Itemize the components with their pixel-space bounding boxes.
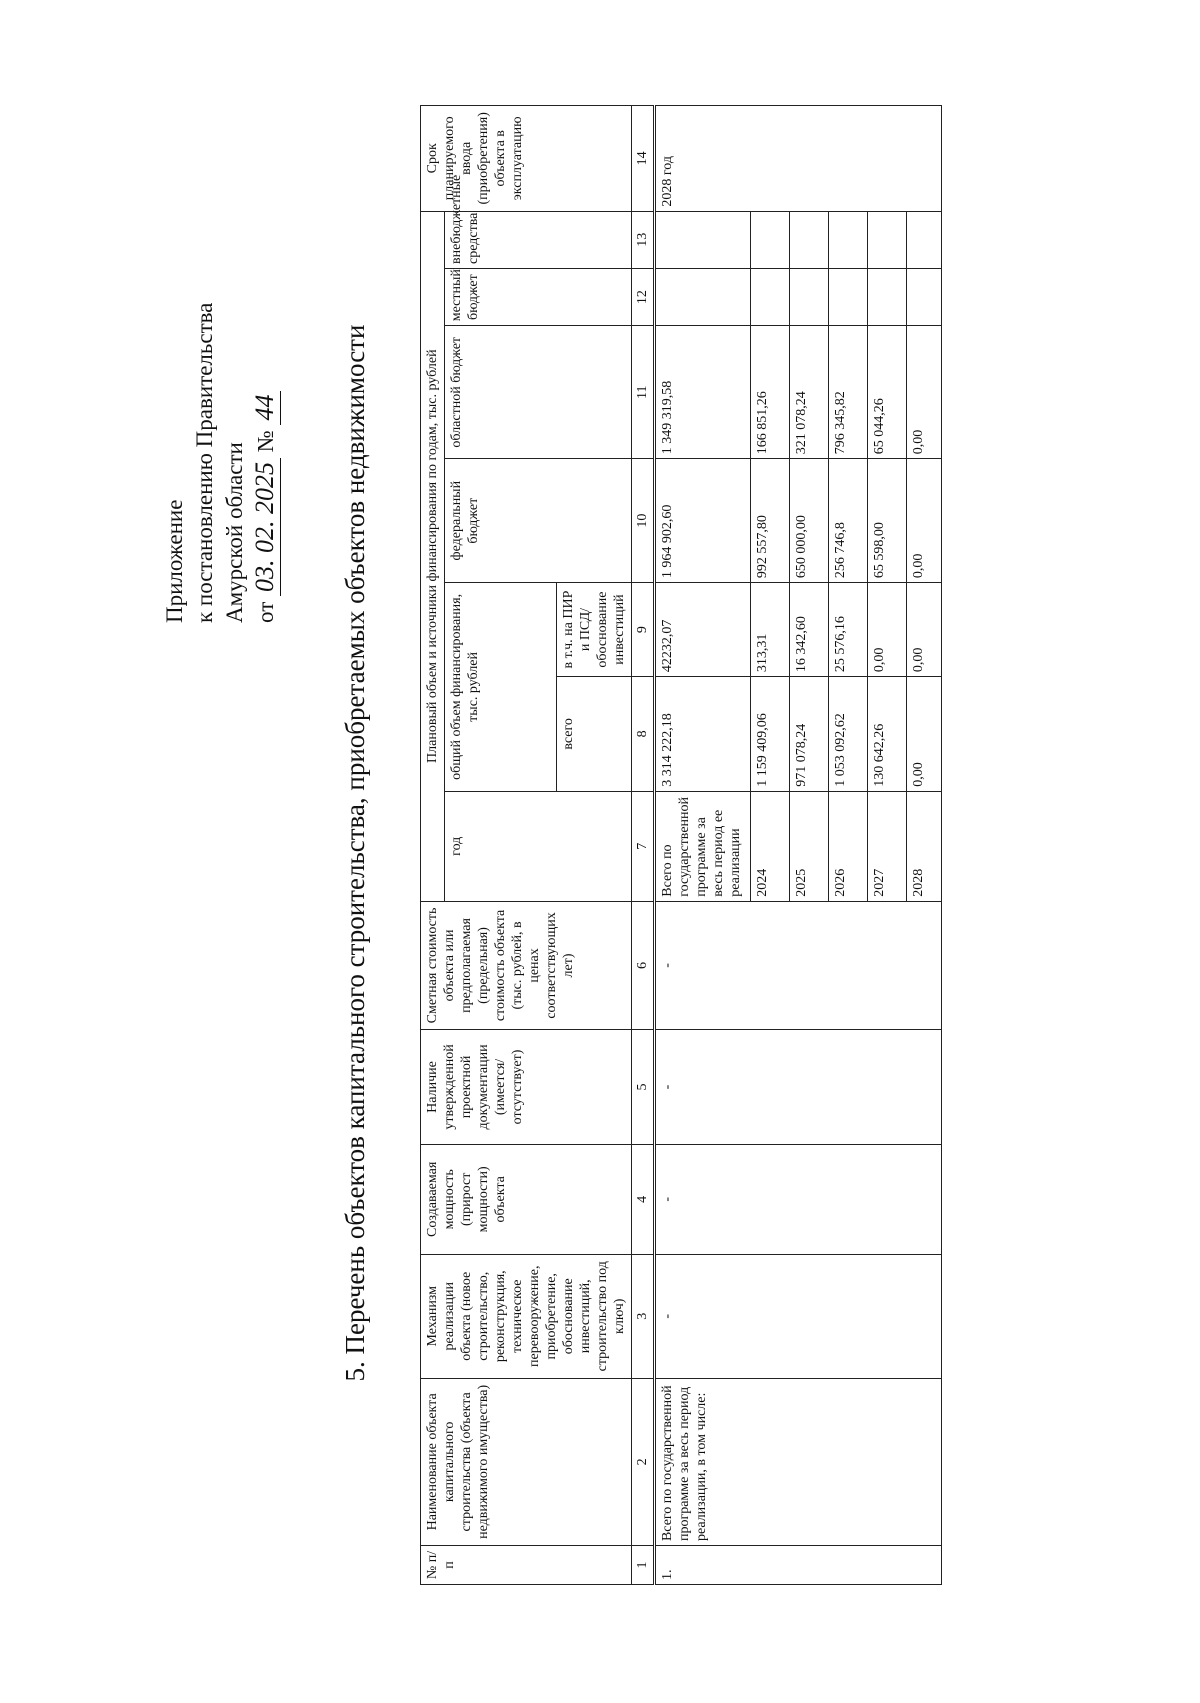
- local-cell: [829, 268, 868, 325]
- pir-cell: 16 342,60: [790, 583, 829, 677]
- regional-cell: 796 345,82: [829, 326, 868, 459]
- total-cell: 0,00: [907, 677, 942, 792]
- header-total: всего: [557, 677, 632, 792]
- column-number: 5: [632, 1030, 655, 1145]
- appendix-line-1: Приложение: [162, 499, 187, 623]
- local-cell: [751, 268, 790, 325]
- regional-cell: 0,00: [907, 326, 942, 459]
- objects-table: [420, 105, 942, 1585]
- year-cell: 2028: [907, 791, 942, 901]
- extra-cell: [751, 211, 790, 268]
- column-number: 9: [632, 583, 655, 677]
- column-number: 14: [632, 106, 655, 212]
- federal-cell: 1 964 902,60: [655, 459, 751, 583]
- extra-cell: [907, 211, 942, 268]
- row-name: Всего по государственной программе за весь период реализации, в том числе:: [655, 1378, 942, 1545]
- column-number: 2: [632, 1378, 655, 1545]
- header-year: год: [445, 791, 632, 901]
- pir-cell: 0,00: [868, 583, 907, 677]
- document-title: 5. Перечень объектов капитального строительства, приобретаемых объектов недвижимости: [340, 324, 370, 1382]
- header-pir: в т.ч. на ПИР и ПСД/ обоснование инвестиций: [557, 583, 632, 677]
- year-cell: 2027: [868, 791, 907, 901]
- federal-cell: 992 557,80: [751, 459, 790, 583]
- appendix-line-2: к постановлению Правительства: [192, 302, 217, 623]
- header-federal: федеральный бюджет: [445, 459, 632, 583]
- row-mechanism: -: [655, 1254, 942, 1378]
- regional-cell: 166 851,26: [751, 326, 790, 459]
- header-mechanism: Механизм реализации объекта (новое строительство, реконструкция, техническое перевооружение, приобретение, обоснование инвестиций, строительство под ключ): [421, 1254, 632, 1378]
- header-cost: Сметная стоимость объекта или предполагаемая (предельная) стоимость объекта (тыс. рублей, в ценах соответствующих лет): [421, 901, 632, 1029]
- header-num: № п/п: [421, 1546, 632, 1585]
- table-row: [655, 106, 751, 1585]
- federal-cell: 256 746,8: [829, 459, 868, 583]
- pir-cell: 313,31: [751, 583, 790, 677]
- year-cell: 2024: [751, 791, 790, 901]
- number-prefix: №: [253, 430, 278, 453]
- column-number: 12: [632, 268, 655, 325]
- header-term: Срок планируемого ввода (приобретения) объекта в эксплуатацию: [421, 106, 632, 212]
- column-number: 4: [632, 1144, 655, 1254]
- number-value: 44: [250, 391, 281, 425]
- header-local: местный бюджет: [445, 268, 632, 325]
- year-cell: 2026: [829, 791, 868, 901]
- header-total-group: общий объем финансирования, тыс. рублей: [445, 583, 557, 792]
- regional-cell: 1 349 319,58: [655, 326, 751, 459]
- extra-cell: [829, 211, 868, 268]
- row-capacity: -: [655, 1144, 942, 1254]
- extra-cell: [868, 211, 907, 268]
- header-name: Наименование объекта капитального строительства (объекта недвижимого имущества): [421, 1378, 632, 1545]
- date-value: 03. 02. 2025: [250, 458, 281, 596]
- federal-cell: 650 000,00: [790, 459, 829, 583]
- row-cost: -: [655, 901, 942, 1029]
- pir-cell: 0,00: [907, 583, 942, 677]
- header-extrabudget: внебюджетные средства: [445, 211, 632, 268]
- header-financing-group: Плановый объем и источники финансирования по годам, тыс. рублей: [421, 211, 445, 901]
- pir-cell: 25 576,16: [829, 583, 868, 677]
- extra-cell: [655, 211, 751, 268]
- column-number: 7: [632, 791, 655, 901]
- row-documentation: -: [655, 1030, 942, 1145]
- local-cell: [790, 268, 829, 325]
- total-cell: 130 642,26: [868, 677, 907, 792]
- regional-cell: 321 078,24: [790, 326, 829, 459]
- row-term: 2028 год: [655, 106, 942, 212]
- federal-cell: 65 598,00: [868, 459, 907, 583]
- local-cell: [907, 268, 942, 325]
- column-number: 1: [632, 1546, 655, 1585]
- column-number: 3: [632, 1254, 655, 1378]
- column-number: 11: [632, 326, 655, 459]
- year-cell: Всего по государственной программе за весь период ее реализации: [655, 791, 751, 901]
- year-cell: 2025: [790, 791, 829, 901]
- appendix-line-3: Амурской области: [222, 442, 247, 623]
- total-cell: 971 078,24: [790, 677, 829, 792]
- total-cell: 1 159 409,06: [751, 677, 790, 792]
- column-number: 13: [632, 211, 655, 268]
- local-cell: [655, 268, 751, 325]
- appendix-block: [160, 103, 281, 623]
- appendix-date-line: [250, 103, 281, 623]
- regional-cell: 65 044,26: [868, 326, 907, 459]
- extra-cell: [790, 211, 829, 268]
- column-number: 8: [632, 677, 655, 792]
- total-cell: 3 314 222,18: [655, 677, 751, 792]
- pir-cell: 42232,07: [655, 583, 751, 677]
- header-documentation: Наличие утвержденной проектной документации (имеется/отсутствует): [421, 1030, 632, 1145]
- column-number: 6: [632, 901, 655, 1029]
- column-numbers-row: [632, 106, 655, 1585]
- header-regional: областной бюджет: [445, 326, 632, 459]
- local-cell: [868, 268, 907, 325]
- total-cell: 1 053 092,62: [829, 677, 868, 792]
- row-num: 1.: [655, 1546, 942, 1585]
- date-prefix: от: [253, 601, 278, 623]
- column-number: 10: [632, 459, 655, 583]
- federal-cell: 0,00: [907, 459, 942, 583]
- header-capacity: Создаваемая мощность (прирост мощности) объекта: [421, 1144, 632, 1254]
